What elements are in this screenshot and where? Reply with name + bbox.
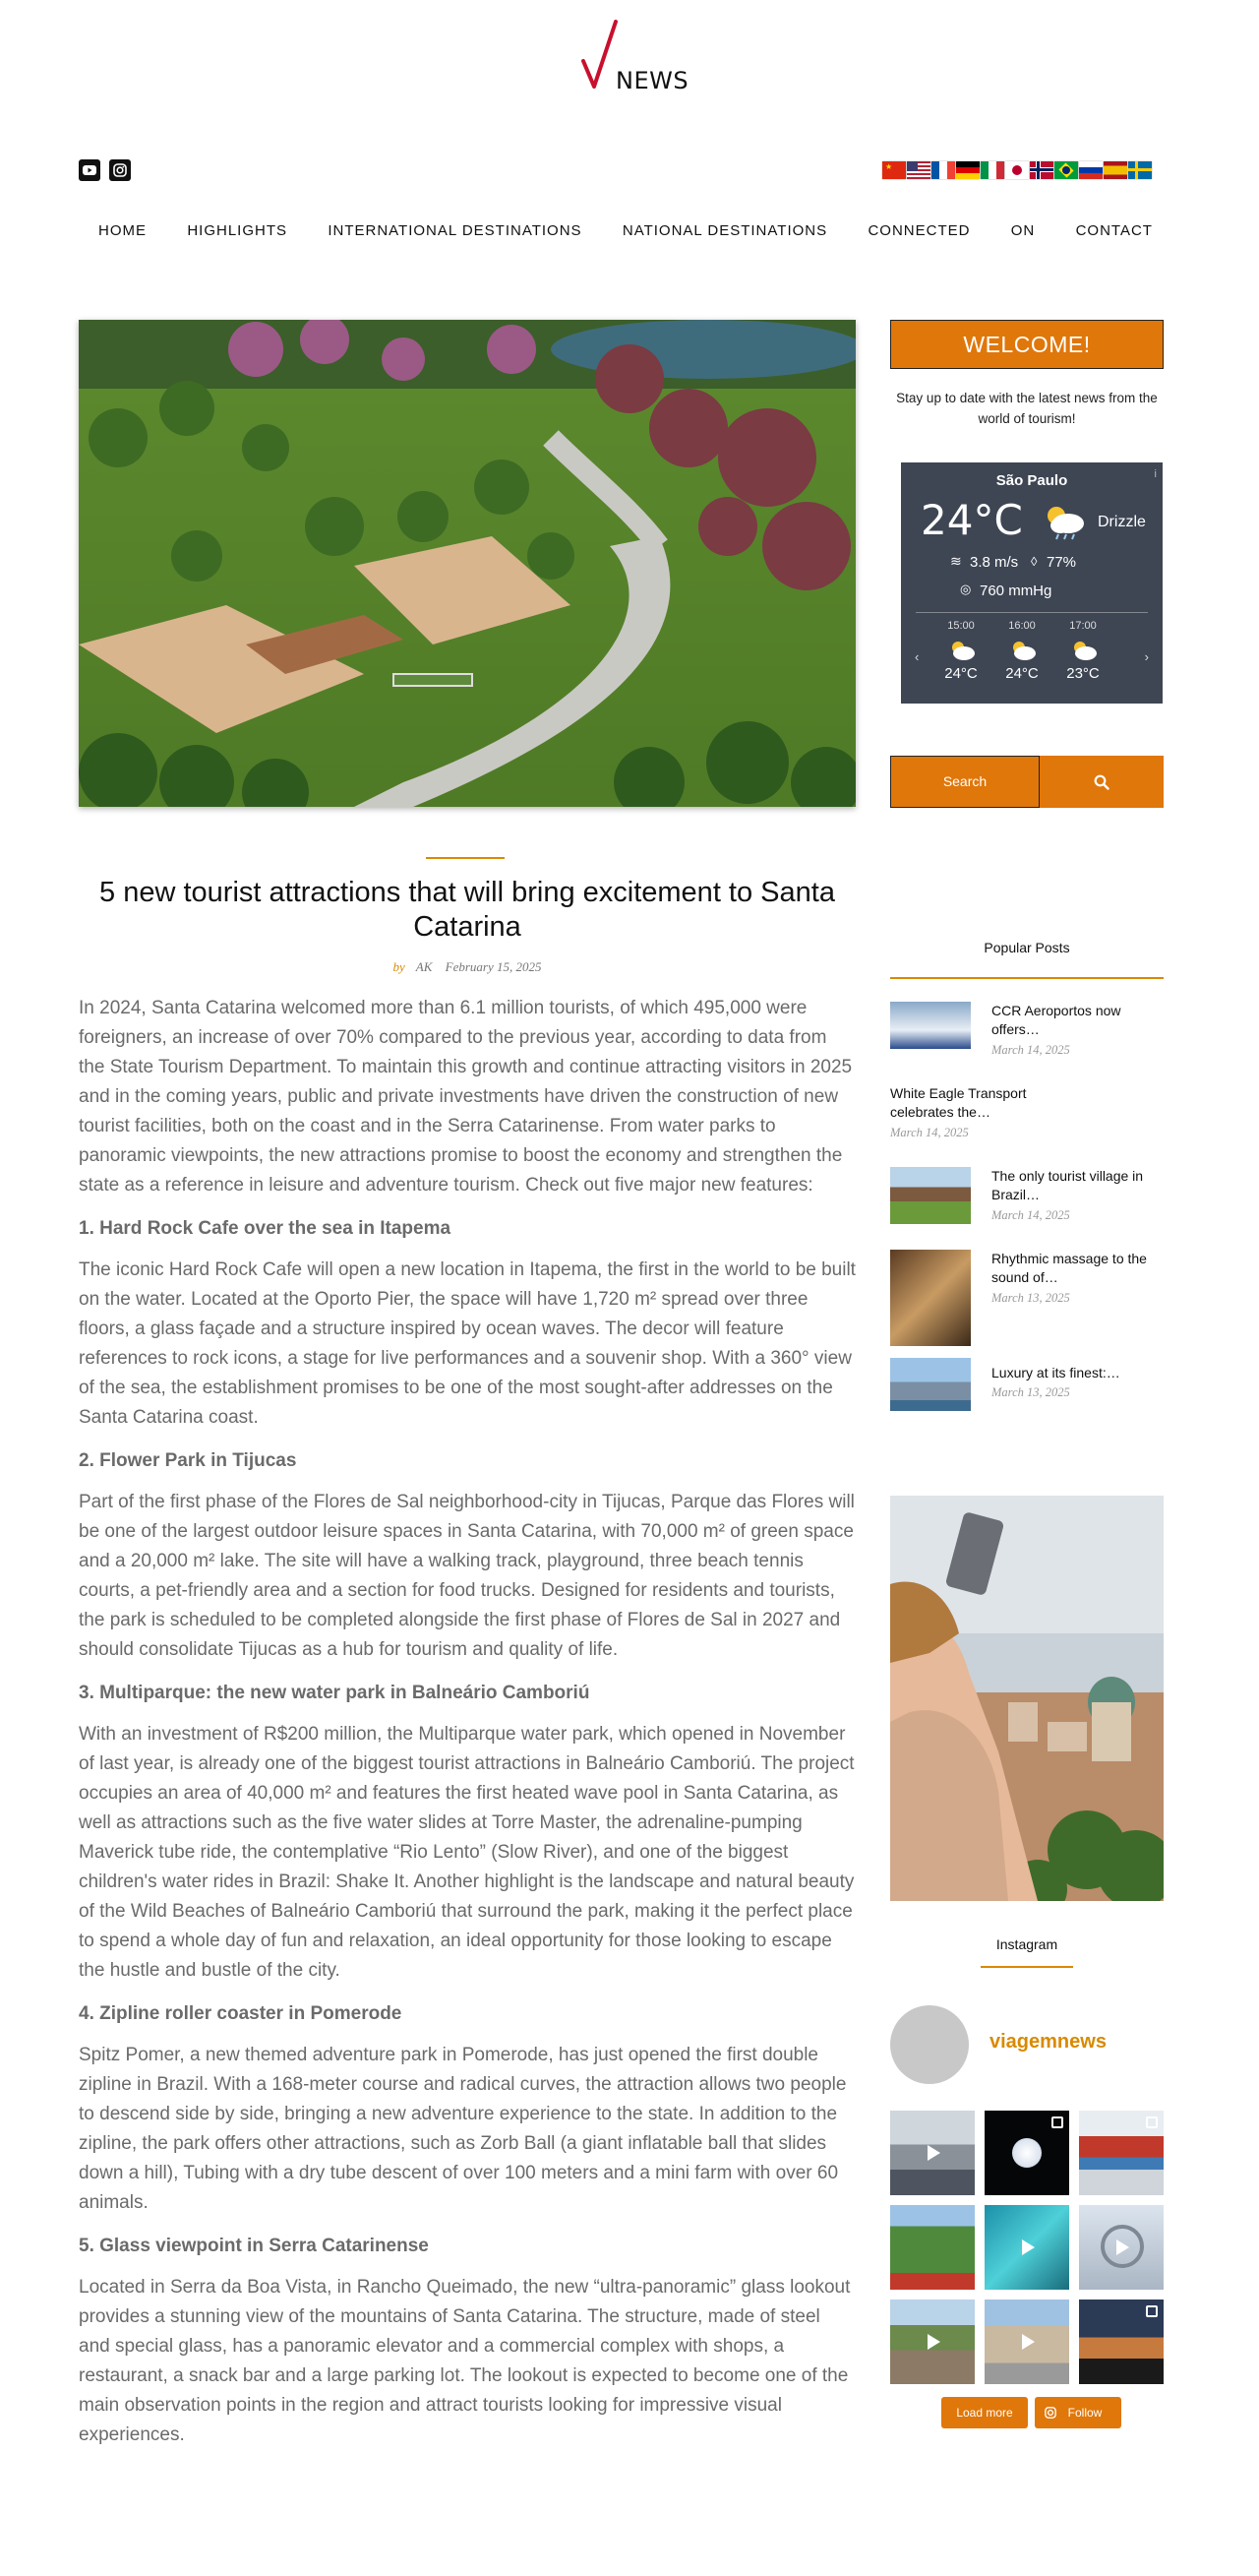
popular-posts-title: Popular Posts — [984, 940, 1070, 955]
wind-icon: ≋ — [950, 553, 962, 569]
follow-label: Follow — [1067, 2406, 1103, 2420]
multi-image-icon — [1146, 2116, 1158, 2128]
post-thumbnail — [890, 1358, 971, 1411]
section-body: Spitz Pomer, a new themed adventure park in Pomerode, has just opened the first double zipline in Brazil. With a 168-meter course and radical curves, the attraction allows two people to descend side by side, bringing a new adventure experience to the state. In addition to the zipline, the park offers other attractions, such as Zorb Ball (a giant inflatable ball that slides down a hill), Tubing with a dry tube descent of over 100 meters and a mini farm with over 60 animals. — [79, 2045, 847, 2213]
sun-cloud-icon — [1009, 640, 1037, 661]
instagram-post[interactable] — [985, 2111, 1069, 2195]
section-heading: 3. Multiparque: the new water park in Balneário Camboriú — [79, 1683, 590, 1703]
follow-button[interactable] — [1035, 2397, 1121, 2428]
forecast-temp: 24°C — [944, 665, 978, 682]
flag-sweden-icon[interactable] — [1128, 161, 1152, 179]
popular-post-item[interactable] — [890, 1250, 1164, 1348]
nav-contact[interactable]: CONTACT — [1075, 222, 1153, 239]
popular-post-date: March 13, 2025 — [991, 1291, 1070, 1305]
flag-germany-icon[interactable] — [956, 161, 980, 179]
weather-widget — [901, 462, 1163, 704]
instagram-username[interactable]: viagemnews — [989, 2031, 1107, 2053]
youtube-icon[interactable] — [79, 159, 100, 181]
section-heading: 4. Zipline roller coaster in Pomerode — [79, 2003, 402, 2024]
section-heading: 1. Hard Rock Cafe over the sea in Itapema — [79, 1218, 451, 1239]
post-thumbnail — [890, 1167, 971, 1224]
site-logo[interactable] — [580, 20, 689, 98]
section-heading: 2. Flower Park in Tijucas — [79, 1450, 297, 1471]
language-flags — [882, 161, 1152, 179]
weather-divider — [916, 612, 1148, 613]
flag-russia-icon[interactable] — [1079, 161, 1103, 179]
flag-brazil-icon[interactable] — [1054, 161, 1078, 179]
popular-post-title[interactable]: Rhythmic massage to the sound of… — [991, 1251, 1147, 1285]
multi-image-icon — [1051, 2116, 1063, 2128]
flag-italy-icon[interactable] — [981, 161, 1004, 179]
instagram-icon — [1045, 2407, 1056, 2419]
search-input[interactable]: Search — [890, 756, 1040, 808]
humidity-icon: ◊ — [1031, 554, 1038, 569]
welcome-subtitle: Stay up to date with the latest news from the world of tourism! — [896, 391, 1158, 426]
section-body: Located in Serra da Boa Vista, in Rancho Queimado, the new “ultra-panoramic” glass lookout provides a stunning view of the mountains of Santa Catarina. The structure, made of steel and special glass, has a panoramic elevator and a commercial complex with shops, a restaurant, a snack bar and a large parking lot. The lookout is expected to become one of the main observation points in the region and attract tourists looking for impressive visual experiences. — [79, 2277, 851, 2445]
moon-image — [1012, 2138, 1042, 2168]
sun-cloud-icon — [1070, 640, 1098, 661]
search-button[interactable] — [1040, 756, 1164, 808]
article-intro: In 2024, Santa Catarina welcomed more than 6.1 million tourists, of which 495,000 were foreigners, an increase of over 70% compared to the previous year, according to data from the State Tourism Department. To maintain this growth and continue attracting visitors in 2025 and in the coming years, public and private investments have driven the construction of new tourist facilities, both on the coast and in the Serra Catarinense. From water parks to panoramic viewpoints, the new attractions promise to boost the economy and strengthen the state as a reference in leisure and adventure tourism. Check out five major new features: — [79, 998, 853, 1196]
flag-japan-icon[interactable] — [1005, 161, 1029, 179]
instagram-post[interactable] — [1079, 2205, 1164, 2290]
weather-wind: 3.8 m/s — [970, 554, 1019, 571]
weather-pressure: 760 mmHg — [980, 583, 1052, 599]
meta-by: by — [392, 959, 405, 974]
popular-post-date: March 14, 2025 — [991, 1208, 1070, 1222]
multi-image-icon — [1146, 2305, 1158, 2317]
popular-post-title[interactable]: Luxury at its finest:… — [991, 1365, 1120, 1380]
play-icon — [1016, 2237, 1038, 2258]
play-icon — [1110, 2237, 1132, 2258]
play-icon — [922, 2331, 943, 2353]
weather-temperature: 24°C — [921, 496, 1023, 544]
section-heading: 5. Glass viewpoint in Serra Catarinense — [79, 2236, 429, 2256]
section-body: The iconic Hard Rock Cafe will open a new location in Itapema, the first in the world to be built on the water. Located at the Oporto Pier, the space will have 1,720 m² spread over three floors, a glass façade and a structure inspired by ocean waves. The decor will feature references to rock icons, a stage for live performances and a souvenir shop. With a 360° view of the sea, the establishment promises to be one of the most sought-after addresses on the Santa Catarina coast. — [79, 1259, 856, 1428]
popular-post-item[interactable] — [890, 1167, 1164, 1226]
popular-post-date: March 14, 2025 — [890, 1126, 969, 1139]
forecast-temp: 24°C — [1005, 665, 1039, 682]
instagram-post[interactable] — [890, 2300, 975, 2384]
forecast-time: 15:00 — [947, 620, 975, 632]
nav-on[interactable]: ON — [1010, 222, 1036, 239]
forecast-temp: 23°C — [1066, 665, 1100, 682]
instagram-post[interactable] — [1079, 2111, 1164, 2195]
instagram-post[interactable] — [890, 2111, 975, 2195]
weather-condition: Drizzle — [1098, 514, 1146, 530]
instagram-post[interactable] — [1079, 2300, 1164, 2384]
instagram-post[interactable] — [985, 2300, 1069, 2384]
sun-cloud-drizzle-icon — [1039, 502, 1092, 541]
post-thumbnail — [890, 1002, 971, 1049]
instagram-post[interactable] — [985, 2205, 1069, 2290]
forecast-time: 17:00 — [1069, 620, 1097, 632]
logo-text: NEWS — [616, 67, 689, 94]
popular-post-item[interactable] — [890, 1084, 1164, 1143]
nav-international-destinations[interactable]: INTERNATIONAL DESTINATIONS — [328, 222, 582, 239]
welcome-banner: WELCOME! — [890, 320, 1164, 369]
load-more-button[interactable]: Load more — [941, 2397, 1028, 2428]
avatar[interactable] — [890, 2005, 969, 2084]
popular-post-date: March 13, 2025 — [991, 1385, 1070, 1399]
flag-france-icon[interactable] — [931, 161, 955, 179]
sidebar-ad-image[interactable] — [890, 1496, 1164, 1901]
search-icon — [1094, 774, 1109, 790]
popular-divider — [890, 977, 1164, 979]
post-title: 5 new tourist attractions that will bring excitement to Santa Catarina — [99, 877, 835, 943]
article-body — [79, 994, 856, 2464]
section-body: Part of the first phase of the Flores de Sal neighborhood-city in Tijucas, Parque das Flores will be one of the largest outdoor leisure spaces in Santa Catarina, with 70,000 m² of green space and a 20,000 m² lake. The site will have a walking track, playground, three beach tennis courts, a pet-friendly area and a section for food trucks. Designed for residents and tourists, the park is scheduled to be completed alongside the first phase of Flores de Sal in 2027 and should consolidate Tijucas as a hub for tourism and quality of life. — [79, 1492, 855, 1660]
popular-post-title[interactable]: CCR Aeroportos now offers… — [991, 1003, 1121, 1037]
popular-post-item[interactable] — [890, 1358, 1164, 1417]
main-navigation — [79, 218, 1172, 243]
weather-humidity: 77% — [1047, 554, 1077, 571]
post-date: February 15, 2025 — [445, 959, 542, 974]
pressure-icon: ◎ — [960, 582, 972, 596]
instagram-title: Instagram — [995, 1936, 1058, 1952]
title-divider — [426, 857, 505, 859]
info-icon[interactable]: i — [1154, 468, 1157, 480]
popular-post-date: March 14, 2025 — [991, 1043, 1070, 1057]
nav-home[interactable]: HOME — [98, 222, 147, 239]
flag-china-icon[interactable]: ★ — [882, 161, 906, 179]
nav-national-destinations[interactable]: NATIONAL DESTINATIONS — [622, 222, 828, 239]
play-icon — [922, 2142, 943, 2164]
post-thumbnail — [890, 1250, 971, 1346]
featured-image — [79, 320, 856, 807]
popular-post-item[interactable] — [890, 1002, 1164, 1061]
popular-post-title[interactable]: White Eagle Transport celebrates the… — [890, 1085, 1027, 1120]
forecast-time: 16:00 — [1008, 620, 1036, 632]
checkmark-logo-icon — [580, 20, 620, 89]
section-body: With an investment of R$200 million, the Multiparque water park, which opened in November of last year, is already one of the biggest tourist attractions in Balneário Camboriú. The project occupies an area of 40,000 m² and features the first heated wave pool in Santa Catarina, as well as attractions such as the five water slides at Torre Master, the adrenaline-pumping Maverick tube ride, the contemplative “Rio Lento” (Slow River), and one of the biggest children's water rides in Brazil: Shake It. Another highlight is the landscape and natural beauty of the Wild Beaches of Balneário Camboriú that surround the park, making it the perfect place to spend a whole day of fun and relaxation, an ideal opportunity for those looking to escape the hustle and bustle of the city. — [79, 1724, 855, 1981]
weather-city: São Paulo — [995, 472, 1068, 489]
instagram-divider — [981, 1966, 1073, 1968]
nav-highlights[interactable]: HIGHLIGHTS — [187, 222, 287, 239]
instagram-post[interactable] — [890, 2205, 975, 2290]
flag-usa-icon[interactable] — [907, 161, 930, 179]
weather-next-arrow[interactable]: › — [1144, 649, 1149, 664]
weather-prev-arrow[interactable]: ‹ — [915, 649, 920, 664]
flag-spain-icon[interactable] — [1104, 161, 1127, 179]
play-icon — [1016, 2331, 1038, 2353]
nav-connected[interactable]: CONNECTED — [868, 222, 971, 239]
sun-cloud-icon — [948, 640, 976, 661]
flag-norway-icon[interactable] — [1030, 161, 1053, 179]
post-meta — [79, 959, 856, 975]
post-author[interactable]: AK — [415, 959, 433, 974]
popular-post-title[interactable]: The only tourist village in Brazil… — [991, 1168, 1144, 1202]
instagram-icon[interactable] — [109, 159, 131, 181]
